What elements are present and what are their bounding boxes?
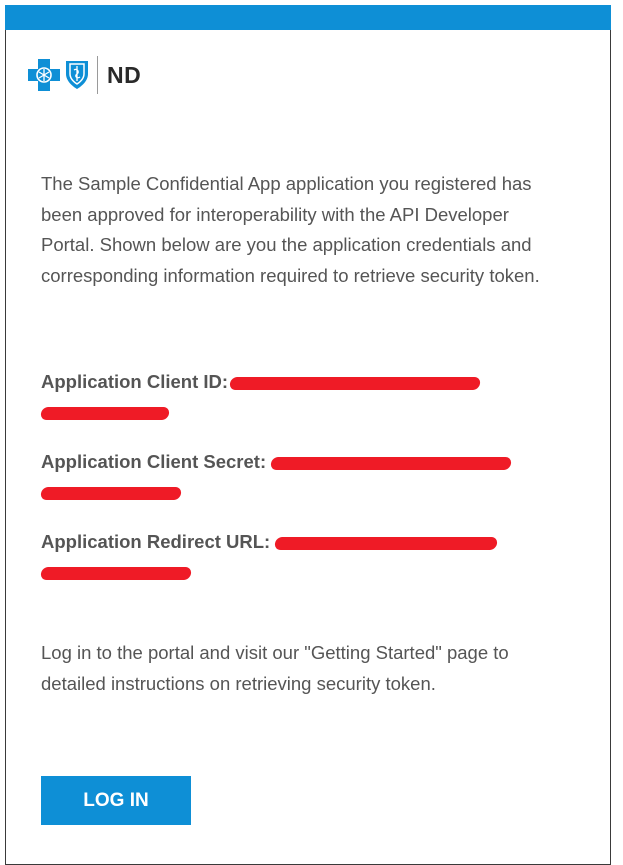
header-bar: [5, 5, 611, 30]
login-button[interactable]: LOG IN: [41, 776, 191, 825]
logo-divider: [97, 56, 98, 94]
redirect-url-redaction-line2: [40, 567, 192, 580]
redirect-url-link-line2[interactable]: [41, 561, 191, 582]
redirect-url-redaction: [274, 537, 498, 550]
outro-paragraph: Log in to the portal and visit our "Getting Started" page to detailed instructions on retrieving security token.: [41, 642, 509, 694]
client-id-redaction: [229, 377, 481, 390]
blue-shield-icon: [64, 59, 90, 91]
blue-cross-icon: [27, 58, 61, 92]
client-id-label: Application Client ID:: [41, 371, 229, 392]
client-secret-redaction-line2: [40, 487, 182, 500]
redirect-url-label: Application Redirect URL:: [41, 531, 271, 552]
brand-logo: [27, 55, 141, 95]
client-secret-redaction: [270, 457, 512, 470]
redirect-url-row: [41, 527, 561, 587]
client-id-redaction-line2: [40, 407, 170, 420]
intro-paragraph: The Sample Confidential App application you registered has been approved for interoperability with the API Developer Portal. Shown below are you the application credentials and corresponding information required to retrieve security token.: [41, 173, 540, 286]
email-card: [5, 5, 611, 865]
client-id-row: [41, 367, 561, 427]
client-secret-label: Application Client Secret:: [41, 451, 267, 472]
logo-text: ND: [107, 61, 142, 88]
redirect-url-link[interactable]: [275, 531, 497, 552]
client-secret-row: [41, 447, 561, 507]
